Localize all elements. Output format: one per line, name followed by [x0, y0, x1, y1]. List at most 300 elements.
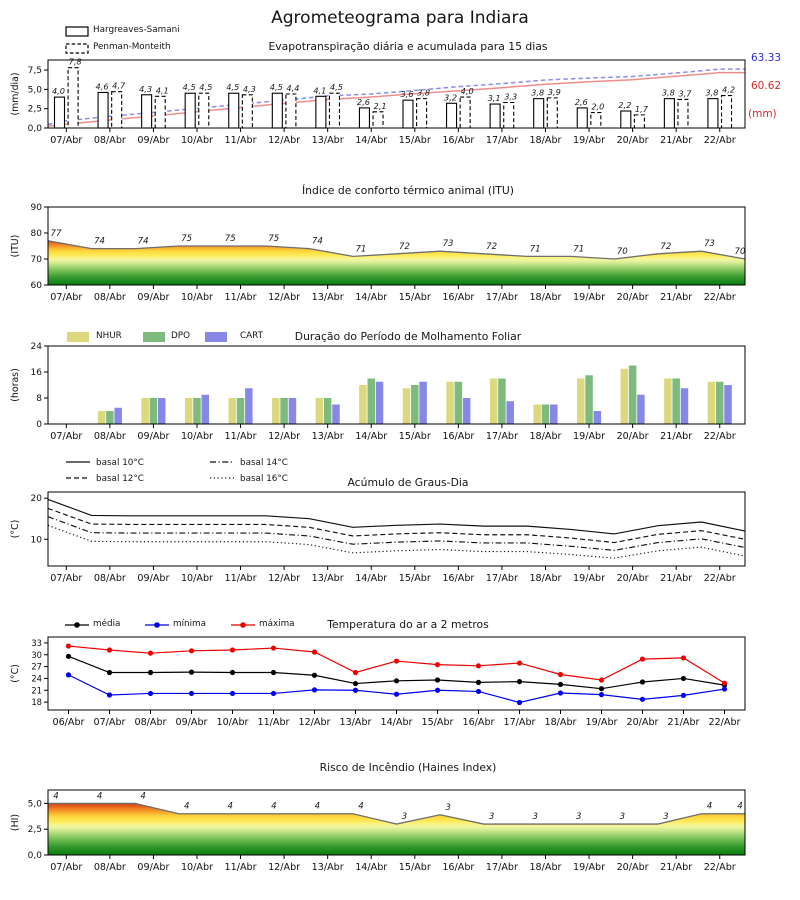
point-label: 74 [94, 236, 106, 247]
bar-cart [376, 382, 384, 424]
point-label: 77 [50, 228, 62, 239]
bar-label-penman: 3,9 [547, 86, 561, 97]
bar-penman [286, 94, 296, 128]
temp-point-máxima [271, 645, 276, 650]
point-label: 4 [358, 801, 364, 812]
point-label: 3 [576, 812, 582, 823]
point-label: 3 [532, 812, 538, 823]
x-tick-label: 14/Abr [355, 292, 388, 303]
x-tick-label: 12/Abr [268, 135, 301, 146]
x-tick-label: 13/Abr [311, 573, 344, 584]
bar-dpo [629, 366, 637, 425]
x-tick-label: 09/Abr [175, 717, 208, 728]
temp-point-média [681, 676, 686, 681]
x-tick-label: 14/Abr [380, 717, 413, 728]
bar-nhur [98, 411, 106, 424]
legend-label-basal16: basal 16°C [240, 474, 288, 484]
temp-point-máxima [558, 672, 563, 677]
bar-dpo [280, 398, 288, 424]
temp-point-mínima [476, 689, 481, 694]
temp-point-mínima [271, 691, 276, 696]
temp-point-máxima [435, 662, 440, 667]
x-tick-label: 17/Abr [485, 862, 518, 873]
x-tick-label: 22/Abr [703, 292, 736, 303]
bar-hargreaves [185, 93, 195, 128]
bar-label-penman: 4,3 [242, 83, 256, 94]
x-tick-label: 17/Abr [485, 573, 518, 584]
temp-point-máxima [722, 681, 727, 686]
gd-line-solid [48, 499, 745, 534]
y-axis-label: (horas) [10, 368, 21, 402]
panel1-title: Evapotranspiração diária e acumulada para 15 dias [268, 40, 548, 53]
x-tick-label: 19/Abr [573, 431, 606, 442]
bar-label-hargreaves: 3,6 [400, 89, 414, 100]
bar-label-penman: 3,3 [504, 91, 518, 102]
bar-label-hargreaves: 4,1 [313, 85, 327, 96]
x-tick-label: 08/Abr [93, 135, 126, 146]
temp-point-máxima [148, 651, 153, 656]
x-tick-label: 11/Abr [224, 862, 257, 873]
x-tick-label: 20/Abr [626, 717, 659, 728]
bar-dpo [585, 375, 593, 424]
bar-label-penman: 1,7 [634, 103, 648, 114]
bar-nhur [403, 388, 411, 424]
y-tick-label: 60 [30, 281, 42, 291]
point-label: 4 [706, 801, 713, 812]
bar-dpo [150, 398, 158, 424]
temp-point-média [148, 670, 153, 675]
y-axis-label: (HI) [10, 813, 21, 832]
x-tick-label: 13/Abr [311, 135, 344, 146]
bar-cart [637, 395, 645, 424]
x-tick-label: 16/Abr [462, 717, 495, 728]
x-tick-label: 12/Abr [268, 573, 301, 584]
panel3-title: Duração do Período de Molhamento Foliar [294, 330, 522, 343]
bar-penman [373, 112, 383, 128]
bar-cart [681, 388, 689, 424]
point-label: 3 [619, 812, 626, 823]
point-label: 71 [355, 244, 367, 255]
point-label: 3 [663, 812, 669, 823]
temp-point-média [230, 670, 235, 675]
x-tick-label: 10/Abr [180, 135, 214, 146]
bar-cart [594, 411, 602, 424]
bar-label-penman: 3,8 [417, 87, 431, 98]
x-tick-label: 13/Abr [311, 862, 344, 873]
bar-penman [112, 92, 122, 128]
x-tick-label: 15/Abr [398, 135, 431, 146]
x-tick-label: 11/Abr [224, 292, 257, 303]
y-tick-label: 5,0 [27, 799, 42, 810]
mm-unit-label: (mm) [748, 108, 777, 120]
temp-point-máxima [394, 658, 399, 663]
page-title: Agrometeograma para Indiara [271, 8, 529, 28]
bar-hargreaves [272, 93, 282, 128]
x-tick-label: 19/Abr [585, 717, 618, 728]
bar-penman [155, 96, 165, 128]
x-tick-label: 16/Abr [442, 862, 475, 873]
y-tick-label: 80 [30, 229, 42, 239]
bar-label-hargreaves: 4,6 [95, 81, 109, 92]
bar-hargreaves [664, 99, 674, 128]
x-tick-label: 19/Abr [573, 573, 606, 584]
x-tick-label: 10/Abr [180, 573, 214, 584]
legend-label-penman: Penman-Monteith [93, 42, 171, 52]
legend-label-dpo: DPO [171, 331, 191, 341]
point-label: 4 [737, 801, 743, 812]
bar-dpo [498, 379, 506, 425]
bar-cart [550, 405, 558, 425]
point-label: 4 [183, 801, 190, 812]
bar-nhur [185, 398, 193, 424]
y-tick-label: 24 [31, 673, 42, 684]
temp-point-máxima [353, 670, 358, 675]
x-tick-label: 18/Abr [529, 292, 562, 303]
y-tick-label: 0,0 [27, 124, 42, 134]
temp-point-média [107, 670, 112, 675]
point-label: 3 [401, 812, 408, 823]
bar-nhur [577, 379, 585, 425]
x-tick-label: 07/Abr [50, 292, 83, 303]
bar-dpo [193, 398, 201, 424]
temp-point-mínima [681, 693, 686, 698]
y-tick-label: 33 [31, 637, 42, 648]
x-tick-label: 22/Abr [703, 135, 736, 146]
bar-hargreaves [534, 99, 544, 128]
legend-label-cart: CART [240, 331, 264, 341]
temp-point-máxima [66, 643, 71, 648]
x-tick-label: 14/Abr [355, 431, 388, 442]
bar-penman [591, 113, 601, 128]
penman-total-label: 63.33 [751, 52, 782, 64]
temp-point-média [640, 679, 645, 684]
x-tick-label: 21/Abr [667, 717, 700, 728]
temp-point-média [312, 673, 317, 678]
bar-cart [419, 382, 427, 424]
y-tick-label: 16 [30, 368, 42, 378]
bar-dpo [455, 382, 463, 424]
bar-nhur [141, 398, 149, 424]
temp-point-máxima [107, 647, 112, 652]
x-tick-label: 19/Abr [573, 862, 606, 873]
x-tick-label: 07/Abr [50, 862, 83, 873]
bar-label-hargreaves: 4,5 [182, 82, 196, 93]
temp-point-máxima [640, 656, 645, 661]
x-tick-label: 12/Abr [268, 862, 301, 873]
y-tick-label: 7,5 [27, 66, 42, 77]
x-tick-label: 20/Abr [616, 862, 649, 873]
bar-label-penman: 2,0 [591, 101, 605, 112]
bar-label-penman: 4,2 [722, 84, 736, 95]
bar-penman [417, 99, 427, 128]
x-tick-label: 09/Abr [137, 431, 170, 442]
point-label: 4 [140, 791, 146, 802]
x-tick-label: 18/Abr [529, 573, 562, 584]
x-tick-label: 15/Abr [398, 431, 431, 442]
y-tick-label: 20 [30, 494, 42, 505]
temp-point-mínima [107, 692, 112, 697]
panel-2-plot [10, 203, 746, 303]
temp-point-mínima [148, 691, 153, 696]
temp-point-mínima [517, 700, 522, 705]
legend-label-minima: mínima [173, 619, 206, 629]
bar-hargreaves [316, 96, 326, 128]
temp-point-mínima [66, 672, 71, 677]
x-tick-label: 08/Abr [93, 431, 126, 442]
area-fill [48, 803, 745, 855]
bar-label-hargreaves: 4,5 [269, 82, 283, 93]
bar-label-penman: 4,5 [329, 82, 343, 93]
bar-nhur [490, 379, 498, 425]
temp-point-média [435, 677, 440, 682]
bar-label-penman: 4,1 [155, 85, 169, 96]
x-tick-label: 08/Abr [93, 862, 126, 873]
x-tick-label: 20/Abr [616, 573, 649, 584]
x-tick-label: 07/Abr [50, 431, 83, 442]
y-tick-label: 8 [36, 394, 42, 404]
x-tick-label: 18/Abr [544, 717, 577, 728]
bar-dpo [324, 398, 332, 424]
temp-point-média [517, 679, 522, 684]
x-tick-label: 17/Abr [485, 431, 518, 442]
point-label: 4 [53, 791, 59, 802]
bar-label-penman: 4,7 [112, 80, 126, 91]
bar-penman [68, 68, 78, 128]
x-tick-label: 09/Abr [137, 573, 170, 584]
bar-label-hargreaves: 4,5 [226, 82, 240, 93]
bar-label-hargreaves: 3,1 [487, 93, 501, 104]
x-tick-label: 12/Abr [268, 431, 301, 442]
bar-nhur [272, 398, 280, 424]
panel-6-plot [10, 790, 745, 873]
x-tick-label: 18/Abr [529, 431, 562, 442]
gd-line-dotted [48, 525, 745, 558]
bar-penman [634, 115, 644, 128]
point-label: 72 [660, 241, 672, 252]
bar-label-penman: 7,8 [68, 56, 82, 67]
temp-point-média [271, 670, 276, 675]
bar-penman [678, 99, 688, 128]
bar-dpo [716, 382, 724, 424]
y-tick-label: 27 [31, 661, 42, 672]
temp-point-mínima [230, 691, 235, 696]
bar-hargreaves [621, 111, 631, 128]
bar-nhur [621, 369, 629, 424]
x-tick-label: 13/Abr [311, 292, 344, 303]
point-label: 74 [311, 236, 323, 247]
x-tick-label: 13/Abr [311, 431, 344, 442]
bar-label-hargreaves: 3,8 [531, 87, 545, 98]
point-label: 4 [227, 801, 233, 812]
bar-hargreaves [142, 95, 152, 128]
y-tick-label: 18 [31, 697, 42, 708]
hargreaves-total-label: 60.62 [751, 80, 782, 92]
bar-dpo [106, 411, 114, 424]
bar-dpo [542, 405, 550, 425]
point-label: 4 [96, 791, 103, 802]
point-label: 73 [703, 239, 715, 250]
bar-nhur [316, 398, 324, 424]
temp-point-máxima [230, 647, 235, 652]
temp-point-mínima [312, 687, 317, 692]
bar-penman [242, 95, 252, 128]
bar-hargreaves [403, 100, 413, 128]
x-tick-label: 22/Abr [703, 431, 736, 442]
bar-penman [329, 93, 339, 128]
bar-label-hargreaves: 3,2 [444, 92, 458, 103]
bar-penman [722, 96, 732, 128]
x-tick-label: 20/Abr [616, 292, 649, 303]
x-tick-label: 15/Abr [398, 292, 431, 303]
bar-cart [202, 395, 210, 424]
temp-point-média [476, 680, 481, 685]
bar-penman [547, 98, 557, 128]
bar-label-hargreaves: 3,8 [661, 87, 675, 98]
x-tick-label: 06/Abr [52, 717, 85, 728]
x-tick-label: 20/Abr [616, 135, 649, 146]
x-tick-label: 22/Abr [708, 717, 741, 728]
temp-point-máxima [312, 649, 317, 654]
point-label: 72 [399, 241, 410, 252]
y-axis-label: (ITU) [10, 234, 21, 258]
point-label: 74 [137, 236, 149, 247]
temp-point-mínima [558, 690, 563, 695]
y-tick-label: 24 [30, 342, 42, 352]
temp-point-máxima [476, 663, 481, 668]
y-tick-label: 0 [36, 420, 42, 430]
temp-point-máxima [681, 655, 686, 660]
panel-3-plot [10, 332, 745, 442]
temp-point-mínima [722, 686, 727, 691]
x-tick-label: 09/Abr [137, 862, 170, 873]
bar-hargreaves [577, 108, 587, 128]
bar-label-penman: 3,7 [678, 88, 692, 99]
point-label: 75 [224, 234, 236, 244]
x-tick-label: 21/Abr [660, 135, 693, 146]
y-tick-label: 30 [31, 649, 42, 660]
bar-penman [460, 97, 470, 128]
bar-label-hargreaves: 4,0 [51, 86, 66, 97]
panel-5-plot [10, 622, 745, 728]
x-tick-label: 21/Abr [660, 292, 693, 303]
temp-point-média [353, 681, 358, 686]
bar-cart [245, 388, 253, 424]
x-tick-label: 14/Abr [355, 135, 388, 146]
point-label: 75 [268, 234, 280, 244]
x-tick-label: 18/Abr [529, 135, 562, 146]
bar-label-penman: 4,5 [199, 82, 213, 93]
legend-label-media: média [93, 619, 121, 629]
bar-hargreaves [54, 97, 64, 128]
y-tick-label: 21 [31, 685, 42, 696]
x-tick-label: 15/Abr [398, 862, 431, 873]
bar-nhur [446, 382, 454, 424]
panel2-title: Índice de conforto térmico animal (ITU) [301, 184, 515, 197]
bar-hargreaves [447, 103, 457, 128]
x-tick-label: 10/Abr [180, 431, 214, 442]
point-label: 4 [314, 801, 321, 812]
point-label: 3 [488, 812, 495, 823]
panel6-title: Risco de Incêndio (Haines Index) [319, 761, 497, 774]
bar-label-hargreaves: 4,3 [139, 83, 153, 94]
bar-dpo [672, 379, 680, 425]
point-label: 73 [442, 239, 454, 250]
x-tick-label: 16/Abr [442, 573, 475, 584]
legend-label-basal12: basal 12°C [96, 474, 144, 484]
temp-point-mínima [189, 691, 194, 696]
x-tick-label: 11/Abr [224, 135, 257, 146]
legend-label-maxima: máxima [259, 619, 295, 629]
bar-penman [199, 93, 209, 128]
temp-point-mínima [640, 697, 645, 702]
x-tick-label: 11/Abr [224, 431, 257, 442]
bar-label-penman: 4,0 [460, 86, 474, 97]
temp-point-mínima [394, 692, 399, 697]
temp-point-média [599, 686, 604, 691]
x-tick-label: 11/Abr [257, 717, 290, 728]
bar-cart [506, 401, 514, 424]
y-tick-label: 2,5 [27, 104, 42, 115]
x-tick-label: 22/Abr [703, 862, 736, 873]
point-label: 72 [486, 241, 498, 252]
temp-point-mínima [599, 692, 604, 697]
point-label: 70 [734, 247, 746, 257]
x-tick-label: 19/Abr [573, 292, 606, 303]
bar-label-hargreaves: 2,6 [356, 96, 370, 107]
legend-label-basal10: basal 10°C [96, 458, 144, 468]
temp-line-máxima [69, 646, 725, 683]
temp-point-mínima [353, 688, 358, 693]
x-tick-label: 18/Abr [529, 862, 562, 873]
temp-point-média [66, 654, 71, 659]
bar-nhur [359, 385, 367, 424]
bar-label-hargreaves: 3,8 [705, 87, 719, 98]
legend-label-basal14: basal 14°C [240, 458, 288, 468]
x-tick-label: 09/Abr [137, 135, 170, 146]
x-tick-label: 21/Abr [660, 862, 693, 873]
bar-label-penman: 4,4 [286, 83, 300, 93]
x-tick-label: 09/Abr [137, 292, 170, 303]
y-axis-label: (°C) [10, 519, 21, 539]
hargreaves-swatch [66, 27, 88, 36]
bar-label-hargreaves: 2,2 [618, 100, 632, 110]
temp-point-média [189, 670, 194, 675]
y-tick-label: 2,5 [27, 825, 42, 836]
bar-hargreaves [708, 99, 718, 128]
temp-point-máxima [599, 677, 604, 682]
bar-cart [332, 405, 340, 425]
temp-point-média [394, 678, 399, 683]
bar-nhur [228, 398, 236, 424]
bar-cart [114, 408, 122, 424]
x-tick-label: 15/Abr [398, 573, 431, 584]
x-tick-label: 21/Abr [660, 431, 693, 442]
x-tick-label: 12/Abr [268, 292, 301, 303]
y-tick-label: 10 [30, 535, 42, 546]
bar-nhur [664, 379, 672, 425]
x-tick-label: 10/Abr [180, 292, 214, 303]
bar-dpo [367, 379, 375, 425]
x-tick-label: 19/Abr [573, 135, 606, 146]
x-tick-label: 12/Abr [298, 717, 331, 728]
panel4-title: Acúmulo de Graus-Dia [347, 476, 469, 489]
x-tick-label: 07/Abr [93, 717, 126, 728]
y-tick-label: 70 [30, 255, 42, 265]
x-tick-label: 17/Abr [485, 292, 518, 303]
x-tick-label: 21/Abr [660, 573, 693, 584]
temp-point-máxima [517, 660, 522, 665]
bar-hargreaves [359, 108, 369, 128]
